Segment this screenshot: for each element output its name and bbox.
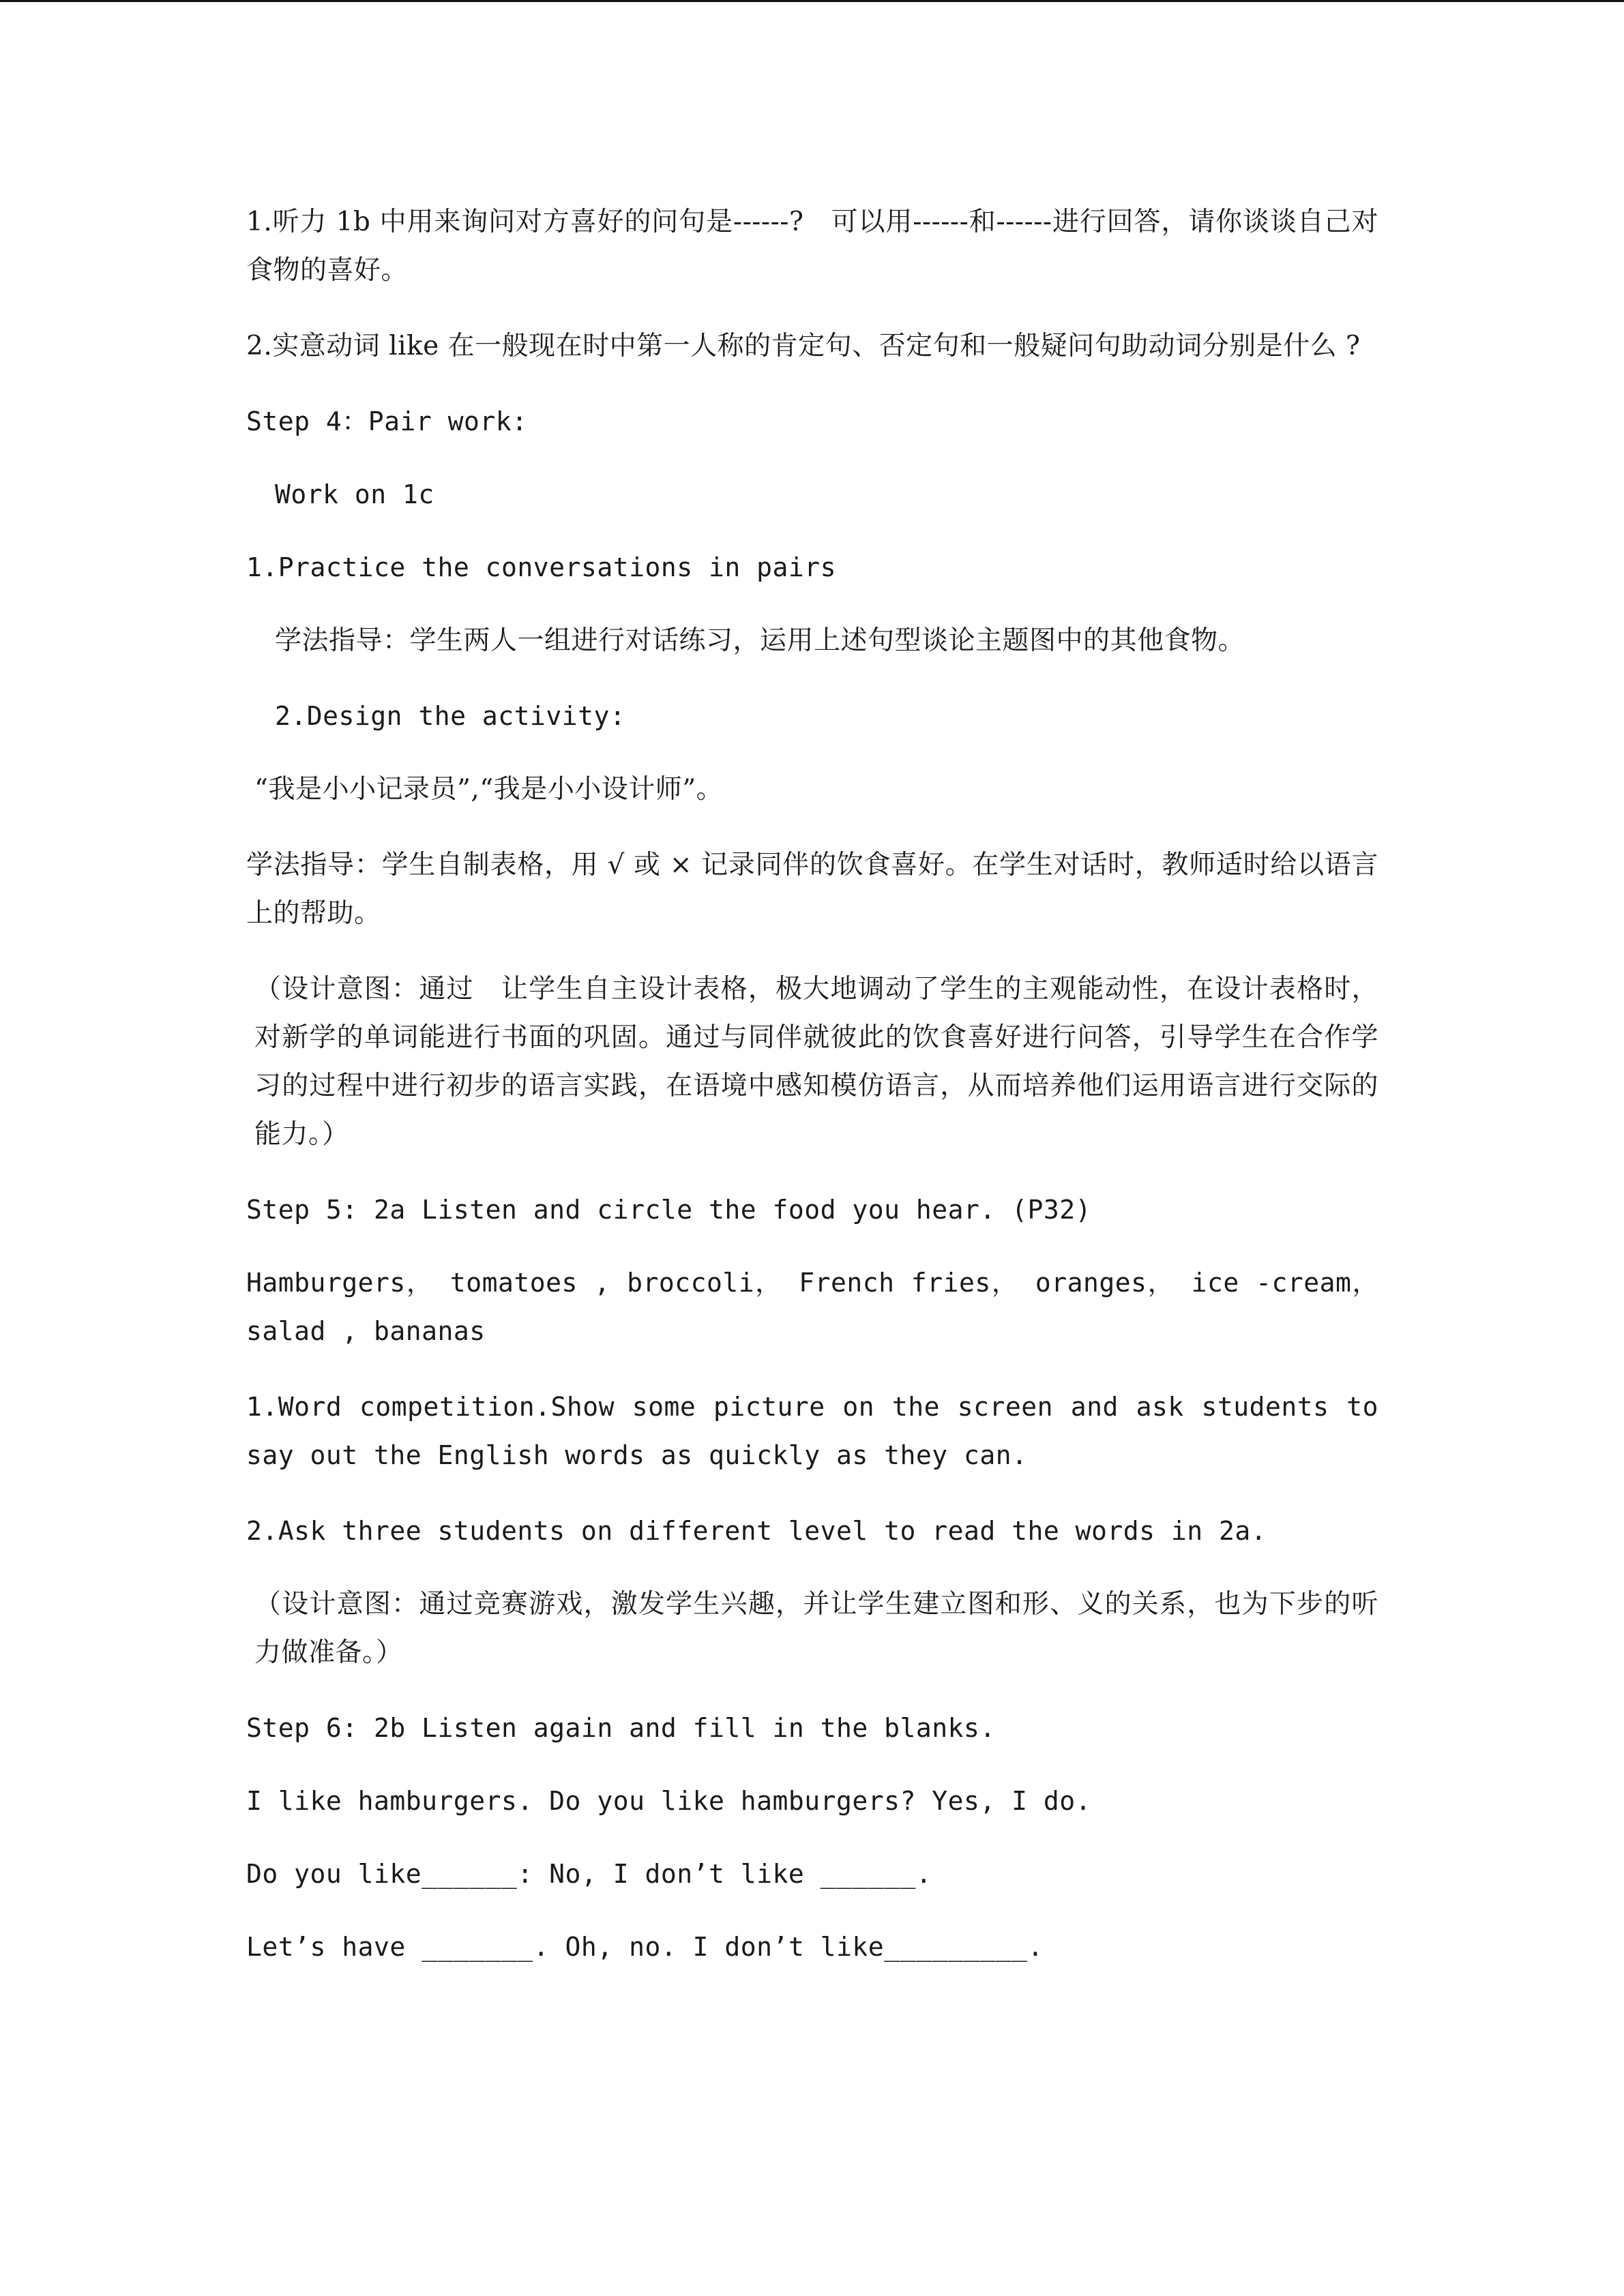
question-1: 1.听力 1b 中用来询问对方喜好的问句是------? 可以用------和------进行回答，请你谈谈自己对食物的喜好。: [246, 207, 1378, 286]
practice-item: 1.Practice the conversations in pairs: [246, 552, 836, 582]
step-4-heading: Step 4：Pair work:: [246, 406, 528, 436]
design-intent-1: （设计意图：通过 让学生自主设计表格，极大地调动了学生的主观能动性，在设计表格时，对新学的单词能进行书面的巩固。通过与同伴就彼此的饮食喜好进行问答，引导学生在合作学习的过程中进行初步的语言实践，在语境中感知模仿语言，从而培养他们运用语言进行交际的能力。）: [254, 974, 1378, 1150]
work-on-1c: Work on 1c: [275, 479, 434, 509]
ask-students-item: 2.Ask three students on different level to read the words in 2a.: [246, 1516, 1267, 1546]
question-2: 2.实意动词 like 在一般现在时中第一人称的肯定句、否定句和一般疑问句助动词分别是什么 ?: [246, 331, 1361, 361]
dialogue-line-2: Do you like______: No, I don’t like ______.: [246, 1859, 932, 1889]
word-competition-item: 1.Word competition.Show some picture on the screen and ask students to say out the English words as quickly as they can.: [246, 1392, 1395, 1470]
page-top-border: [0, 0, 1624, 2]
step-6-heading: Step 6: 2b Listen again and fill in the blanks.: [246, 1713, 996, 1743]
dialogue-line-3: Let’s have _______. Oh, no. I don’t like_________.: [246, 1932, 1044, 1962]
dialogue-line-1: I like hamburgers. Do you like hamburgers? Yes, I do.: [246, 1786, 1092, 1816]
step-5-heading: Step 5: 2a Listen and circle the food you hear. (P32): [246, 1195, 1092, 1225]
food-word-list: Hamburgers， tomatoes , broccoli， French fries， oranges， ice -cream， salad , bananas: [246, 1268, 1395, 1346]
design-intent-2: （设计意图：通过竞赛游戏，激发学生兴趣，并让学生建立图和形、义的关系，也为下步的听力做准备。）: [254, 1589, 1378, 1668]
study-guide-1: 学法指导：学生两人一组进行对话练习，运用上述句型谈论主题图中的其他食物。: [275, 625, 1245, 656]
document-page: [246, 198, 1395, 1996]
study-guide-2: 学法指导：学生自制表格，用 √ 或 × 记录同伴的饮食喜好。在学生对话时，教师适时给以语言上的帮助。: [246, 850, 1378, 929]
activity-roles: “我是小小记录员”,“我是小小设计师”。: [254, 774, 724, 805]
design-activity-item: 2.Design the activity:: [275, 701, 626, 731]
